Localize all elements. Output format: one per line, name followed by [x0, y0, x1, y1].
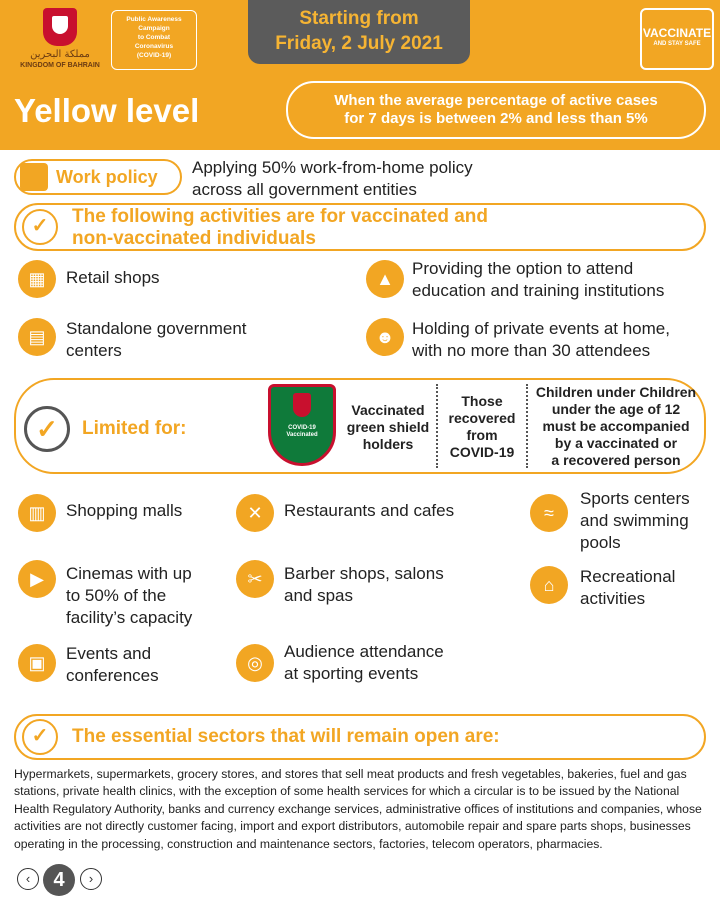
shield-text: COVID-19 Vaccinated — [286, 425, 318, 438]
list-item: Restaurants and cafes — [284, 501, 455, 520]
bahrain-crest-icon — [43, 8, 77, 46]
checkmark-icon: ✓ — [22, 209, 58, 245]
vaccinate-sub: AND STAY SAFE — [653, 41, 701, 47]
campaign-badge: Public Awareness Campaign to Combat Coronavirus (COVID-19) — [111, 10, 197, 70]
sports-center-icon: ≈ — [530, 494, 568, 532]
list-item: Providing the option to attend education and training institutions — [412, 259, 665, 300]
checkmark-icon: ✓ — [24, 406, 70, 452]
scissors-icon: ✂ — [236, 560, 274, 598]
work-policy-text: Applying 50% work-from-home policy across all government entities — [192, 158, 473, 199]
list-item: Barber shops, salons and spas — [284, 564, 444, 605]
government-desk-icon: ▤ — [18, 318, 56, 356]
start-date-box — [248, 0, 470, 64]
list-item: Standalone government centers — [66, 319, 247, 360]
conference-icon: ▣ — [18, 644, 56, 682]
list-item: Holding of private events at home, with no more than 30 attendees — [412, 319, 670, 360]
essential-text: Hypermarkets, supermarkets, grocery stores, and stores that sell meat products and fresh vegetables, bakeries, fuel and gas stations, private health clinics, with the exception of some health services for which a circular is to be issued by the National Health Regulatory Authority, banks and currency exchange services, administrative offices of institutions and companies, whose activities are not directly customer facing, import and export distributors, automobile repair and spare parts shops, businesses operating in the processing, construction and maintenance sectors, factories, telecom operators, pharmacies. — [14, 767, 702, 851]
divider — [526, 384, 528, 468]
vaccinate-main: VACCINATE — [642, 26, 712, 40]
prev-page-icon[interactable]: ‹ — [17, 868, 39, 890]
utensils-icon: ✕ — [236, 494, 274, 532]
list-item: Audience attendance at sporting events — [284, 642, 444, 683]
section-all-heading: The following activities are for vaccinated and non-vaccinated individuals — [72, 206, 488, 249]
people-group-icon: ☻ — [366, 318, 404, 356]
playground-icon: ⌂ — [530, 566, 568, 604]
shop-icon: ▦ — [18, 260, 56, 298]
level-condition: When the average percentage of active cases for 7 days is between 2% and less than 5% — [286, 81, 706, 139]
mall-icon: ▥ — [18, 494, 56, 532]
limited-col-vaccinated: Vaccinated green shield holders — [346, 402, 430, 452]
list-item: Recreational activities — [580, 567, 676, 608]
office-building-icon — [20, 163, 48, 191]
checkmark-icon: ✓ — [22, 719, 58, 755]
limited-col-children: Children under Children under the age of 12 must be accompanied by a vaccinated or a recovered person — [535, 384, 697, 468]
divider — [436, 384, 438, 468]
list-item: Retail shops — [66, 268, 160, 287]
work-policy-pill — [14, 159, 182, 195]
list-item: Cinemas with up to 50% of the facility’s capacity — [66, 564, 193, 627]
green-shield-icon — [268, 384, 336, 466]
start-label: Starting from — [299, 8, 419, 29]
limited-col-recovered: Those recovered from COVID-19 — [448, 393, 516, 460]
header-banner — [0, 0, 720, 150]
stadium-icon: ◎ — [236, 644, 274, 682]
graduation-cap-icon: ▲ — [366, 260, 404, 298]
next-page-icon[interactable]: › — [80, 868, 102, 890]
list-item: Sports centers and swimming pools — [580, 489, 690, 552]
logo-arabic-text: مملكة البحرين — [30, 49, 90, 60]
bahrain-logo — [14, 8, 106, 69]
level-title: Yellow level — [14, 92, 200, 129]
cinema-icon: ▶ — [18, 560, 56, 598]
start-date: Friday, 2 July 2021 — [275, 33, 443, 54]
limited-label: Limited for: — [82, 418, 187, 439]
logo-english-text: KINGDOM OF BAHRAIN — [20, 62, 100, 69]
vaccinate-badge — [640, 8, 714, 70]
list-item: Shopping malls — [66, 501, 183, 520]
work-policy-label: Work policy — [56, 167, 158, 187]
page-number: 4 — [43, 864, 75, 896]
list-item: Events and conferences — [66, 644, 159, 685]
essential-heading: The essential sectors that will remain open are: — [72, 726, 500, 747]
